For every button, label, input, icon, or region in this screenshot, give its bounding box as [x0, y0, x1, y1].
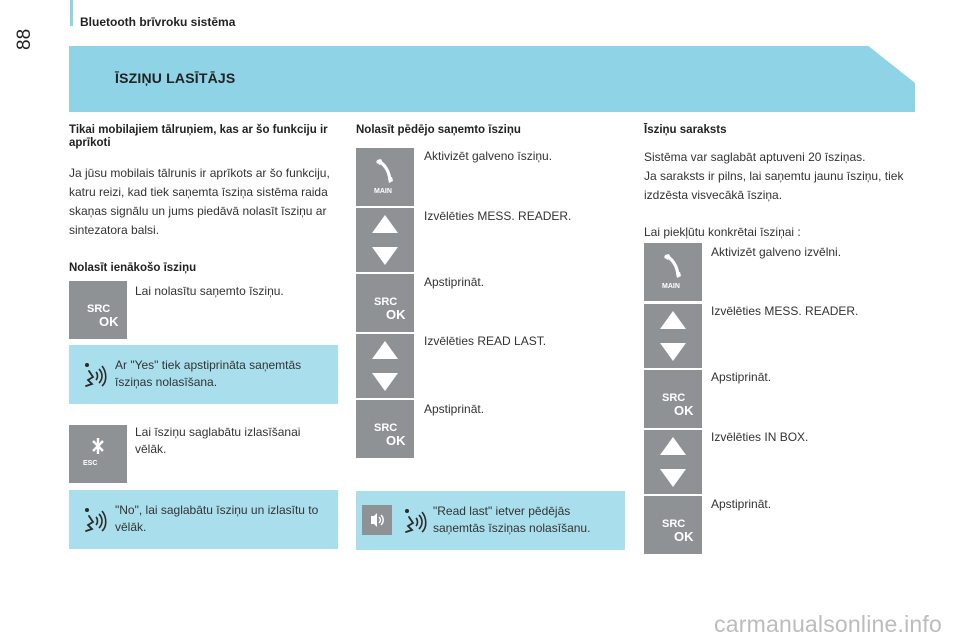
col3-step5: Apstiprināt. [711, 497, 772, 511]
col1-step2: Lai īsziņu saglabātu izlasīšanai vēlāk. [135, 425, 301, 456]
col2-note-text: "Read last" ietver pēdējās saņemtās īsziņas nolasīšanu. [433, 504, 591, 535]
up-down-arrows-icon [644, 304, 702, 368]
banner-title: ĪSZIŅU LASĪTĀJS [115, 70, 236, 86]
esc-icon [69, 425, 127, 483]
main-label: MAIN [374, 188, 392, 195]
voice-button-icon [362, 505, 392, 535]
section-title: Bluetooth brīvroku sistēma [80, 15, 236, 29]
svg-text:SRC: SRC [662, 518, 686, 530]
svg-text:SRC: SRC [374, 296, 398, 308]
col1-note1-box [69, 345, 338, 404]
col3-paragraph2: Ja saraksts ir pilns, lai saņemtu jaunu īsziņu, tiek izdzēsta visvecākā īsziņa. [644, 169, 904, 202]
up-down-arrows-icon [356, 208, 414, 272]
esc-label: ESC [83, 460, 98, 467]
ok-label: OK [99, 314, 119, 329]
svg-text:MAIN: MAIN [662, 283, 680, 290]
col1-subheading: Nolasīt ienākošo īsziņu [69, 262, 197, 274]
svg-text:OK: OK [386, 307, 406, 322]
src-ok-icon [69, 281, 127, 339]
up-down-arrows-icon [356, 334, 414, 398]
main-button-icon [644, 243, 702, 301]
voice-command-icon [396, 502, 432, 538]
col2-step1: Aktivizēt galveno īsziņu. [424, 149, 553, 163]
svg-text:SRC: SRC [374, 422, 398, 434]
col3-paragraph1: Sistēma var saglabāt aptuveni 20 īsziņas. [644, 150, 866, 164]
src-ok-icon [356, 274, 414, 332]
col1-paragraph: Ja jūsu mobilais tālrunis ir aprīkots ar šo funkciju, katru reizi, kad tiek saņemta īsziņa sistēma raida skaņas signālu un jums piedāvā nolasīt īsziņu ar sintezatora balsi. [69, 166, 330, 237]
col2-note-box [356, 491, 625, 550]
watermark: carmanualsonline.info [714, 611, 942, 637]
header-accent-bar [70, 0, 73, 26]
up-down-arrows-icon [644, 430, 702, 494]
svg-text:OK: OK [674, 529, 694, 544]
col3-intro: Lai piekļūtu konkrētai īsziņai : [644, 225, 801, 239]
col3-step4: Izvēlēties IN BOX. [711, 430, 809, 444]
col1-note2-box [69, 490, 338, 549]
col3-step2: Izvēlēties MESS. READER. [711, 304, 859, 318]
col1-note1-text: Ar "Yes" tiek apstiprināta saņemtās īsziņas nolasīšana. [115, 358, 302, 389]
src-label: SRC [87, 303, 111, 315]
col3-heading: Īsziņu saraksts [644, 124, 727, 136]
col2-step5: Apstiprināt. [424, 402, 485, 416]
col2-step4: Izvēlēties READ LAST. [424, 334, 547, 348]
col2-step2: Izvēlēties MESS. READER. [424, 209, 572, 223]
col2-heading: Nolasīt pēdējo saņemto īsziņu [356, 124, 521, 136]
src-ok-icon [644, 370, 702, 428]
col3-step3: Apstiprināt. [711, 370, 772, 384]
col1-note2-text: "No", lai saglabātu īsziņu un izlasītu to vēlāk. [115, 503, 319, 534]
svg-text:OK: OK [674, 403, 694, 418]
col2-step3: Apstiprināt. [424, 275, 485, 289]
voice-command-icon [76, 356, 112, 392]
col1-step1: Lai nolasītu saņemto īsziņu. [135, 284, 284, 298]
col1-heading: Tikai mobilajiem tālruņiem, kas ar šo funkciju ir aprīkoti [69, 124, 328, 149]
src-ok-icon [644, 496, 702, 554]
page-number: 88 [14, 28, 35, 50]
main-button-icon [356, 148, 414, 206]
svg-text:SRC: SRC [662, 392, 686, 404]
col3-step1: Aktivizēt galveno izvēlni. [711, 245, 842, 259]
src-ok-icon [356, 400, 414, 458]
svg-text:OK: OK [386, 433, 406, 448]
voice-command-icon [76, 501, 112, 537]
